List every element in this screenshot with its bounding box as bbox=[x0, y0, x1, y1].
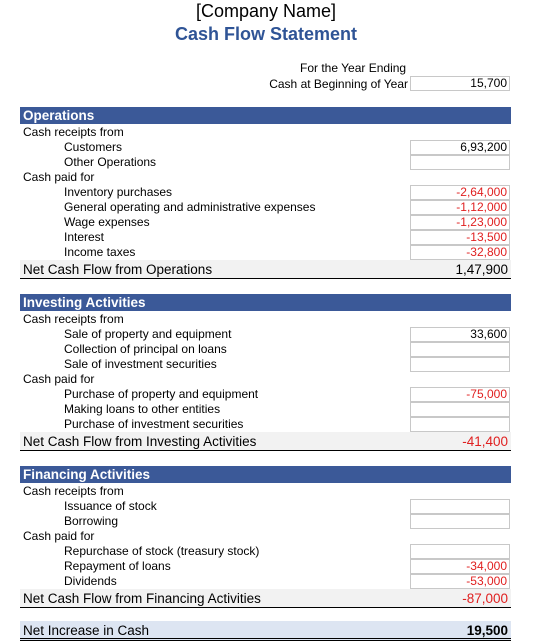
investing-paid-label: Cash paid for bbox=[23, 372, 95, 386]
operations-net-label: Net Cash Flow from Operations bbox=[23, 262, 213, 277]
customers-cell[interactable]: 6,93,200 bbox=[410, 140, 510, 155]
operations-paid-label: Cash paid for bbox=[23, 170, 95, 184]
collection-principal-label: Collection of principal on loans bbox=[64, 342, 227, 356]
repurchase-label: Repurchase of stock (treasury stock) bbox=[64, 544, 260, 558]
other-operations-label: Other Operations bbox=[64, 155, 157, 169]
wage-expenses-cell[interactable]: -1,23,000 bbox=[410, 215, 510, 230]
net-increase-value: 19,500 bbox=[466, 623, 508, 638]
dividends-cell[interactable]: -53,000 bbox=[410, 574, 510, 589]
financing-net-value: -87,000 bbox=[462, 591, 508, 606]
making-loans-label: Making loans to other entities bbox=[64, 402, 221, 416]
inventory-cell[interactable]: -2,64,000 bbox=[410, 185, 510, 200]
inventory-label: Inventory purchases bbox=[64, 185, 173, 199]
repayment-label: Repayment of loans bbox=[64, 559, 171, 573]
financing-receipts-label: Cash receipts from bbox=[23, 484, 124, 498]
interest-label: Interest bbox=[64, 230, 105, 244]
operations-net-value: 1,47,900 bbox=[455, 262, 508, 277]
year-ending-label: For the Year Ending bbox=[300, 61, 407, 75]
purchase-investment-cell[interactable] bbox=[410, 417, 510, 432]
repayment-cell[interactable]: -34,000 bbox=[410, 559, 510, 574]
collection-principal-cell[interactable] bbox=[410, 342, 510, 357]
making-loans-cell[interactable] bbox=[410, 402, 510, 417]
general-expenses-cell[interactable]: -1,12,000 bbox=[410, 200, 510, 215]
net-increase-label: Net Increase in Cash bbox=[23, 623, 150, 638]
investing-net-value: -41,400 bbox=[462, 434, 508, 449]
financing-net-row bbox=[20, 589, 511, 608]
investing-net-row bbox=[20, 432, 511, 451]
financing-header: Financing Activities bbox=[20, 466, 511, 483]
wage-expenses-label: Wage expenses bbox=[64, 215, 150, 229]
repurchase-cell[interactable] bbox=[410, 544, 510, 559]
cash-beginning-label: Cash at Beginning of Year bbox=[269, 77, 408, 91]
interest-cell[interactable]: -13,500 bbox=[410, 230, 510, 245]
investing-receipts-label: Cash receipts from bbox=[23, 312, 124, 326]
issuance-label: Issuance of stock bbox=[64, 499, 157, 513]
sale-property-label: Sale of property and equipment bbox=[64, 327, 232, 341]
operations-header: Operations bbox=[20, 107, 511, 124]
sale-investment-label: Sale of investment securities bbox=[64, 357, 217, 371]
borrowing-cell[interactable] bbox=[410, 514, 510, 529]
borrowing-label: Borrowing bbox=[64, 514, 119, 528]
operations-net-row bbox=[20, 260, 511, 279]
statement-title: Cash Flow Statement bbox=[174, 24, 358, 44]
income-taxes-label: Income taxes bbox=[64, 245, 136, 259]
investing-net-label: Net Cash Flow from Investing Activities bbox=[23, 434, 257, 449]
issuance-cell[interactable] bbox=[410, 499, 510, 514]
general-expenses-label: General operating and administrative expenses bbox=[64, 200, 316, 214]
sale-property-cell[interactable]: 33,600 bbox=[410, 327, 510, 342]
financing-paid-label: Cash paid for bbox=[23, 529, 95, 543]
income-taxes-cell[interactable]: -32,800 bbox=[410, 245, 510, 260]
investing-header: Investing Activities bbox=[20, 294, 511, 311]
purchase-investment-label: Purchase of investment securities bbox=[64, 417, 244, 431]
customers-label: Customers bbox=[64, 140, 123, 154]
purchase-property-cell[interactable]: -75,000 bbox=[410, 387, 510, 402]
financing-net-label: Net Cash Flow from Financing Activities bbox=[23, 591, 261, 606]
sale-investment-cell[interactable] bbox=[410, 357, 510, 372]
cash-beginning-cell[interactable]: 15,700 bbox=[410, 76, 510, 91]
net-increase-row bbox=[20, 621, 511, 641]
purchase-property-label: Purchase of property and equipment bbox=[64, 387, 259, 401]
dividends-label: Dividends bbox=[64, 574, 117, 588]
other-operations-cell[interactable] bbox=[410, 155, 510, 170]
company-name: [Company Name] bbox=[195, 1, 337, 21]
operations-receipts-label: Cash receipts from bbox=[23, 125, 124, 139]
